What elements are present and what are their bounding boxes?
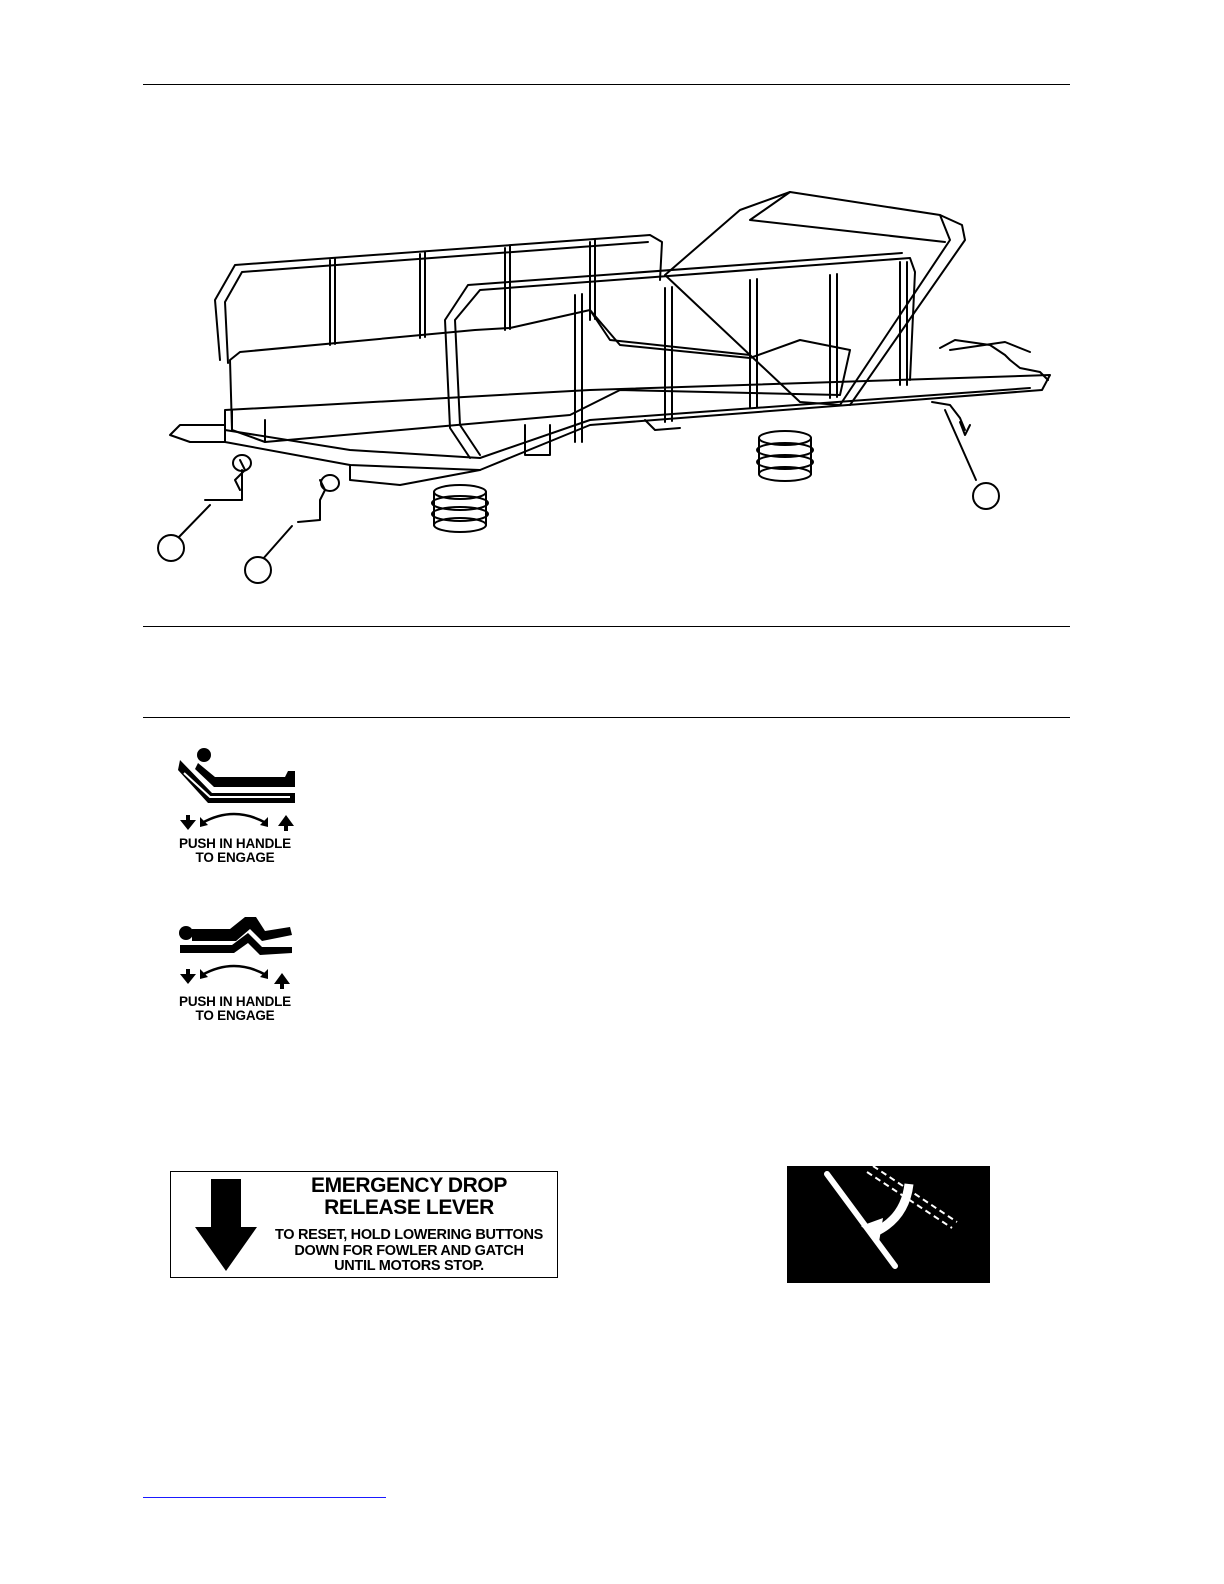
release-lever-icon xyxy=(787,1166,990,1283)
down-arrow-icon xyxy=(193,1179,259,1271)
callout-circle-2 xyxy=(245,557,271,583)
footer-link-underline[interactable] xyxy=(143,1497,386,1498)
emergency-instr-line3: UNTIL MOTORS STOP. xyxy=(334,1258,484,1274)
fowler-label-line1: PUSH IN HANDLE xyxy=(179,836,291,851)
figure-bottom-rule xyxy=(143,626,1070,627)
top-rule xyxy=(143,84,1070,85)
gatch-label-line2: TO ENGAGE xyxy=(195,1008,275,1023)
gatch-handle-label xyxy=(170,903,300,1023)
fowler-position-icon xyxy=(170,745,300,837)
gatch-position-icon xyxy=(170,903,300,995)
callout-circle-3 xyxy=(973,483,999,509)
section-rule xyxy=(143,717,1070,718)
fowler-label-line2: TO ENGAGE xyxy=(195,850,275,865)
emergency-instr-line2: DOWN FOR FOWLER AND GATCH xyxy=(294,1242,524,1259)
emergency-drop-label xyxy=(170,1171,558,1278)
emergency-title-line1: EMERGENCY DROP xyxy=(311,1174,507,1197)
stretcher-illustration xyxy=(150,180,1060,600)
emergency-instr-line1: TO RESET, HOLD LOWERING BUTTONS xyxy=(274,1227,544,1243)
callout-circle-1 xyxy=(158,535,184,561)
fowler-handle-label xyxy=(170,745,300,865)
gatch-label-line1: PUSH IN HANDLE xyxy=(179,994,291,1009)
emergency-title-line2: RELEASE LEVER xyxy=(324,1196,494,1219)
